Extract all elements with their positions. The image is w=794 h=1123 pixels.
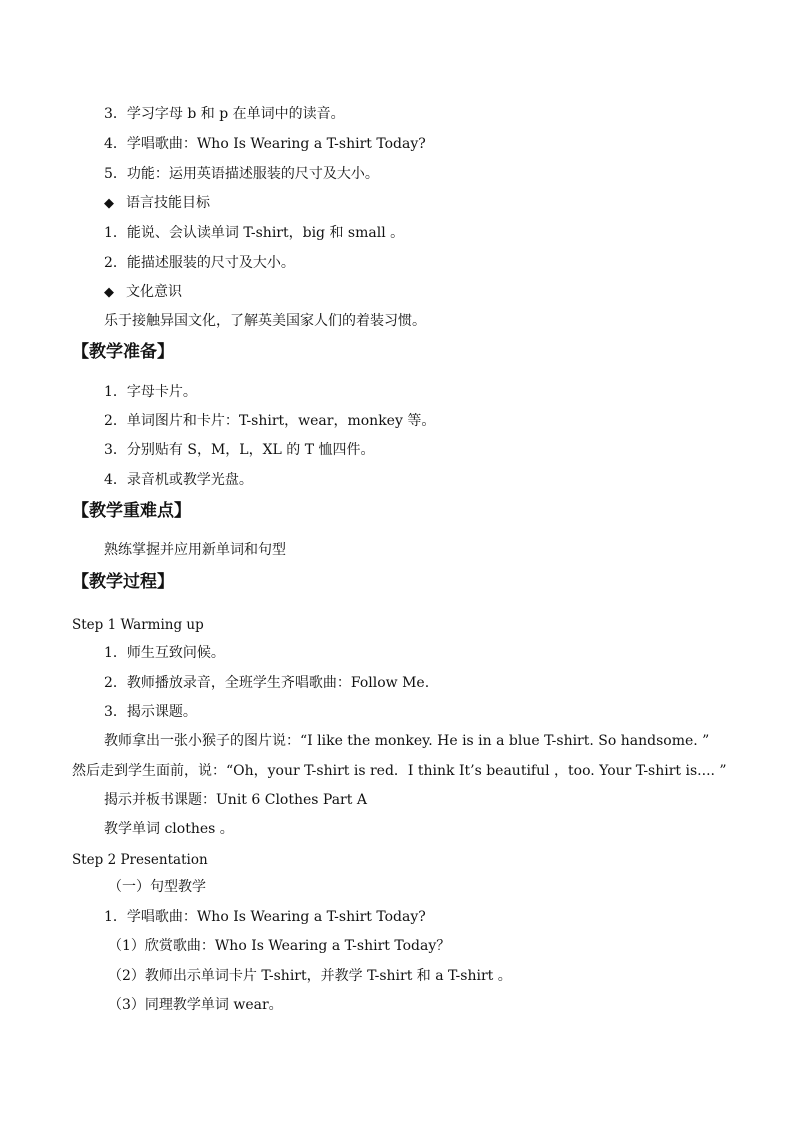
step1-word-line: 教学单词 clothes 。 xyxy=(104,821,234,837)
objective-line-4: 4．学唱歌曲：Who Is Wearing a T-shirt Today? xyxy=(104,136,426,152)
language-skills-title: 语言技能目标 xyxy=(126,195,210,211)
culture-text: 乐于接触异国文化，了解英美国家人们的着装习惯。 xyxy=(104,313,426,329)
culture-title: 文化意识 xyxy=(126,284,182,300)
diamond-bullet-icon: ◆ xyxy=(104,285,114,300)
step2-title: Step 2 Presentation xyxy=(72,852,208,868)
step2-subheading: （一）句型教学 xyxy=(108,879,206,895)
step1-paragraph-line-1: 教师拿出一张小猴子的图片说：“I like the monkey. He is in a blue T-shirt. So handsome. ” xyxy=(104,733,710,749)
step1-paragraph-line-2: 然后走到学生面前，说：“Oh，your T-shirt is red．I think It’s beautiful ，too. Your T-shirt is.... ” xyxy=(72,763,727,779)
step2-subitem-3: （3）同理教学单词 wear。 xyxy=(108,997,283,1013)
key-points-text: 熟练掌握并应用新单词和句型 xyxy=(104,542,286,558)
objective-line-5: 5．功能：运用英语描述服装的尺寸及大小。 xyxy=(104,166,379,182)
step2-subitem-1: （1）欣赏歌曲：Who Is Wearing a T-shirt Today？ xyxy=(108,938,451,954)
prep-item-2: 2．单词图片和卡片：T-shirt，wear，monkey 等。 xyxy=(104,413,436,429)
step1-title: Step 1 Warming up xyxy=(72,617,204,633)
language-skill-item-2: 2．能描述服装的尺寸及大小。 xyxy=(104,255,295,271)
objective-line-3: 3．学习字母 b 和 p 在单词中的读音。 xyxy=(104,106,345,122)
prep-item-1: 1．字母卡片。 xyxy=(104,384,197,400)
step2-subitem-2: （2）教师出示单词卡片 T-shirt，并教学 T-shirt 和 a T-shirt 。 xyxy=(108,968,512,984)
prep-item-3: 3．分别贴有 S，M，L，XL 的 T 恤四件。 xyxy=(104,442,375,458)
step1-topic-line: 揭示并板书课题：Unit 6 Clothes Part A xyxy=(104,792,367,808)
step1-item-1: 1．师生互致问候。 xyxy=(104,645,225,661)
step2-item-1: 1．学唱歌曲：Who Is Wearing a T-shirt Today? xyxy=(104,909,426,925)
language-skill-item-1: 1．能说、会认读单词 T-shirt，big 和 small 。 xyxy=(104,225,405,241)
key-points-heading: 【教学重难点】 xyxy=(72,501,191,521)
teaching-prep-heading: 【教学准备】 xyxy=(72,342,174,362)
culture-heading xyxy=(104,282,182,303)
language-skills-heading xyxy=(104,193,210,214)
teaching-process-heading: 【教学过程】 xyxy=(72,572,174,592)
step1-item-3: 3．揭示课题。 xyxy=(104,704,197,720)
prep-item-4: 4．录音机或教学光盘。 xyxy=(104,472,253,488)
step1-item-2: 2．教师播放录音，全班学生齐唱歌曲：Follow Me. xyxy=(104,675,430,691)
diamond-bullet-icon: ◆ xyxy=(104,196,114,211)
